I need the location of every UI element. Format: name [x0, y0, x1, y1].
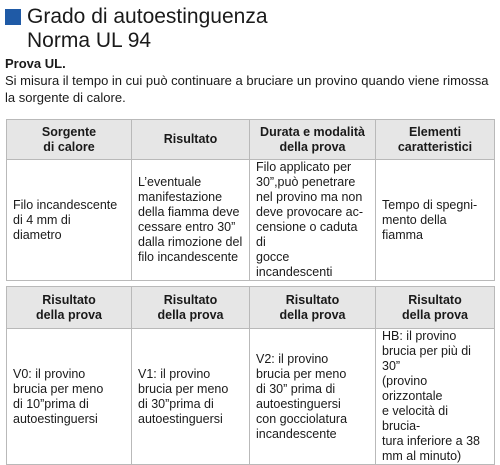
page-subtitle-norm: Norma UL 94	[27, 29, 152, 52]
cell-heat-source: Filo incandescente di 4 mm di diametro	[7, 160, 132, 281]
table-header-row	[7, 287, 495, 329]
cell-v2: V2: il provino brucia per meno di 30” prima di autoestinguersi con gocciolatura incandescente	[250, 329, 376, 465]
cell-result: L’eventuale manifestazione della fiamma deve cessare entro 30” dalla rimozione del filo incandescente	[132, 160, 250, 281]
header-result-v0: Risultato della prova	[7, 287, 132, 329]
header-result-hb: Risultato della prova	[376, 287, 495, 329]
table-header-row	[7, 120, 495, 160]
cell-v0: V0: il provino brucia per meno di 10”prima di autoestinguersi	[7, 329, 132, 465]
blue-square-icon	[5, 9, 21, 25]
header-result-v2: Risultato della prova	[250, 287, 376, 329]
title-block	[5, 5, 268, 53]
header-duration: Durata e modalità della prova	[250, 120, 376, 160]
title-row	[5, 5, 268, 29]
header-result-v1: Risultato della prova	[132, 287, 250, 329]
cell-hb: HB: il provino brucia per più di 30” (provino orizzontale e velocità di brucia- tura inferiore a 38 mm al minuto)	[376, 329, 495, 465]
table-row	[7, 160, 495, 281]
header-heat-source: Sorgente di calore	[7, 120, 132, 160]
header-characteristics: Elementi caratteristici	[376, 120, 495, 160]
intro-paragraph: Si misura il tempo in cui può continuare a bruciare un provino quando viene rimossa la sorgente di calore.	[5, 73, 489, 105]
cell-duration: Filo applicato per 30”,può penetrare nel provino ma non deve provocare ac- censione o caduta di gocce incandescenti	[250, 160, 376, 281]
header-result: Risultato	[132, 120, 250, 160]
cell-characteristics: Tempo di spegni- mento della fiamma	[376, 160, 495, 281]
test-conditions-table	[6, 119, 495, 281]
cell-v1: V1: il provino brucia per meno di 30”prima di autoestinguersi	[132, 329, 250, 465]
section-heading: Prova UL.	[5, 56, 66, 71]
table-row	[7, 329, 495, 465]
page-title: Grado di autoestinguenza	[27, 5, 268, 28]
test-results-table	[6, 286, 495, 465]
